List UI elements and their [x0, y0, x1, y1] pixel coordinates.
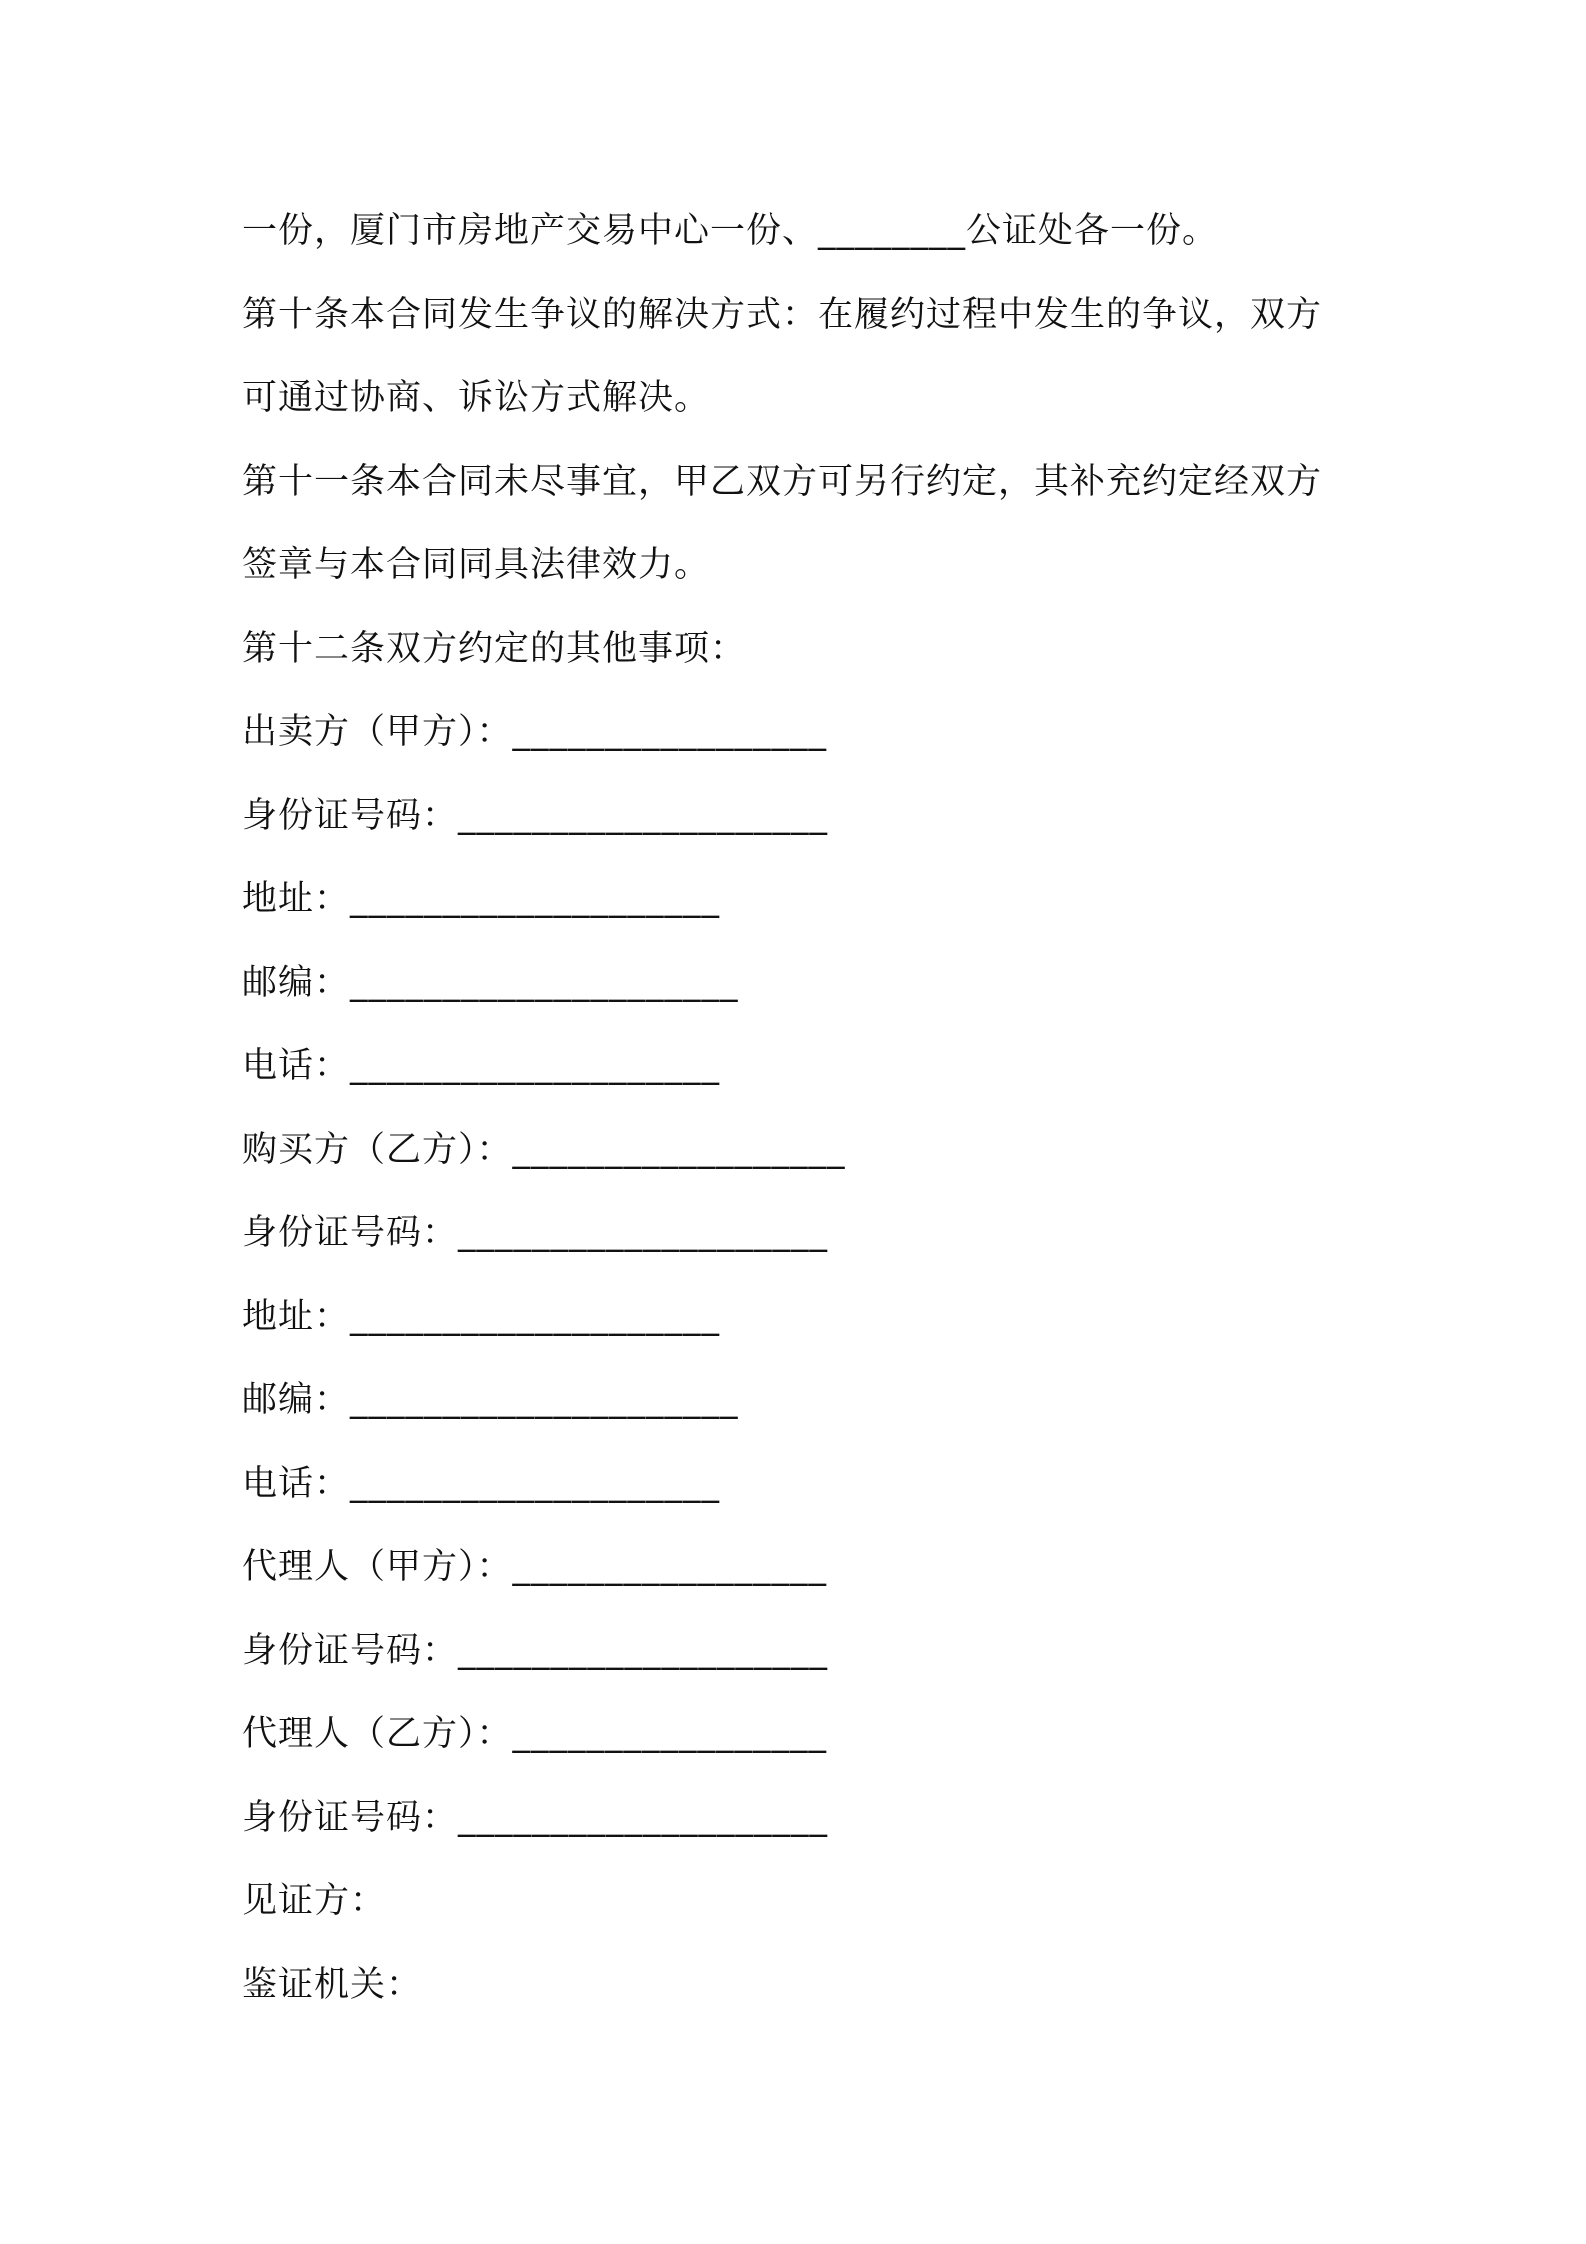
seller-postcode-field: 邮编：_____________________: [242, 962, 739, 1003]
article-10-line-2: 可通过协商、诉讼方式解决。: [242, 378, 711, 418]
buyer-address-field: 地址：____________________: [242, 1296, 721, 1337]
authentication-authority-field: 鉴证机关：: [242, 1964, 423, 2005]
buyer-postcode-field: 邮编：_____________________: [242, 1380, 739, 1420]
agent-b-id-field: 身份证号码：____________________: [242, 1797, 829, 1838]
seller-address-field: 地址：____________________: [242, 879, 721, 919]
seller-field: 出卖方（甲方）：_________________: [242, 712, 828, 752]
buyer-id-field: 身份证号码：____________________: [242, 1213, 829, 1253]
article-12-heading: 第十二条双方约定的其他事项：: [242, 628, 747, 669]
buyer-phone-field: 电话：____________________: [242, 1463, 721, 1504]
seller-phone-field: 电话：____________________: [242, 1046, 721, 1086]
article-11-line-2: 签章与本合同同具法律效力。: [242, 545, 711, 585]
article-10-line-1: 第十条本合同发生争议的解决方式：在履约过程中发生的争议，双方: [242, 294, 1323, 335]
seller-id-field: 身份证号码：____________________: [242, 795, 829, 836]
document-body: [242, 190, 1362, 2027]
agent-a-field: 代理人（甲方）：_________________: [242, 1547, 828, 1587]
witness-field: 见证方：: [242, 1881, 387, 1921]
agent-a-id-field: 身份证号码：____________________: [242, 1630, 829, 1671]
article-11-line-1: 第十一条本合同未尽事宜，甲乙双方可另行约定，其补充约定经双方: [242, 461, 1323, 502]
paragraph-copies-distribution: 一份，厦门市房地产交易中心一份、________公证处各一份。: [242, 211, 1219, 251]
buyer-field: 购买方（乙方）：__________________: [242, 1129, 846, 1170]
agent-b-field: 代理人（乙方）：_________________: [242, 1714, 828, 1754]
